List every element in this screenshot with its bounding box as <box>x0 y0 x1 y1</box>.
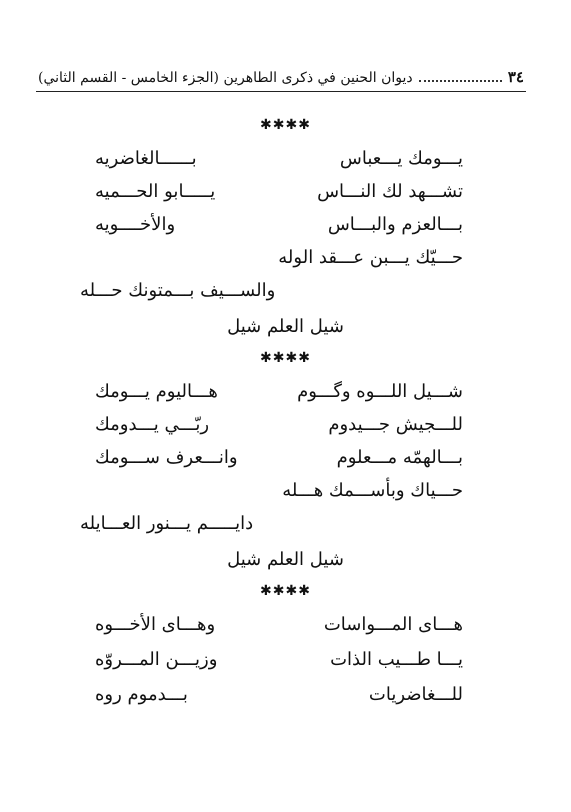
refrain: شيل العلم شيل <box>227 549 344 570</box>
verse-line: حـــيّك يـــبن عـــقد الوله <box>278 247 463 268</box>
verse-right: يـــومك يـــعباس <box>339 148 463 169</box>
refrain: شيل العلم شيل <box>227 316 344 337</box>
verse-right: هـــاى المـــواسات <box>323 614 463 635</box>
verse-left: ربّـــي يـــدومك <box>95 414 210 435</box>
verse-left: بــــــالغاضريه <box>95 148 197 169</box>
header-dot-leader <box>419 80 502 82</box>
page-number: ٣٤ <box>507 68 524 86</box>
verse-line: دايـــــم يـــنور العـــايله <box>80 513 254 534</box>
header-rule <box>36 91 526 92</box>
verse-right: بـــالعزم والبـــاس <box>327 214 463 235</box>
verse-left: وهـــاى الأخـــوه <box>95 614 216 635</box>
verse-right: بـــالهمّه مـــعلوم <box>336 447 463 468</box>
verse-left: هـــاليوم يـــومك <box>95 381 218 402</box>
running-header <box>38 64 524 86</box>
verse-left: وانـــعرف ســـومك <box>95 447 238 468</box>
book-title: ديوان الحنين في ذكرى الطاهرين (الجزء الخامس - القسم الثاني) <box>38 70 413 86</box>
verse-left: وزيـــن المـــروّه <box>95 649 218 670</box>
verse-left: والأخــــويه <box>95 214 176 235</box>
verse-right: للـــغاضريات <box>368 684 463 705</box>
verse-left: يـــــابو الحـــميه <box>95 181 216 202</box>
verse-right: شـــيل اللـــوه وگـــوم <box>297 381 463 402</box>
verse-right: للـــجيش جـــيدوم <box>328 414 463 435</box>
verse-right: يـــا طـــيب الذات <box>330 649 463 670</box>
verse-right: تشـــهد لك النـــاس <box>317 181 463 202</box>
verse-line: والســـيف بـــمتونك حـــله <box>80 280 276 301</box>
section-divider-stars: ✱✱✱✱ <box>260 117 311 133</box>
section-divider-stars: ✱✱✱✱ <box>260 583 311 599</box>
verse-line: حـــياك وبأســـمك هـــله <box>282 480 463 501</box>
section-divider-stars: ✱✱✱✱ <box>260 350 311 366</box>
verse-left: بـــدموم روه <box>95 684 188 705</box>
